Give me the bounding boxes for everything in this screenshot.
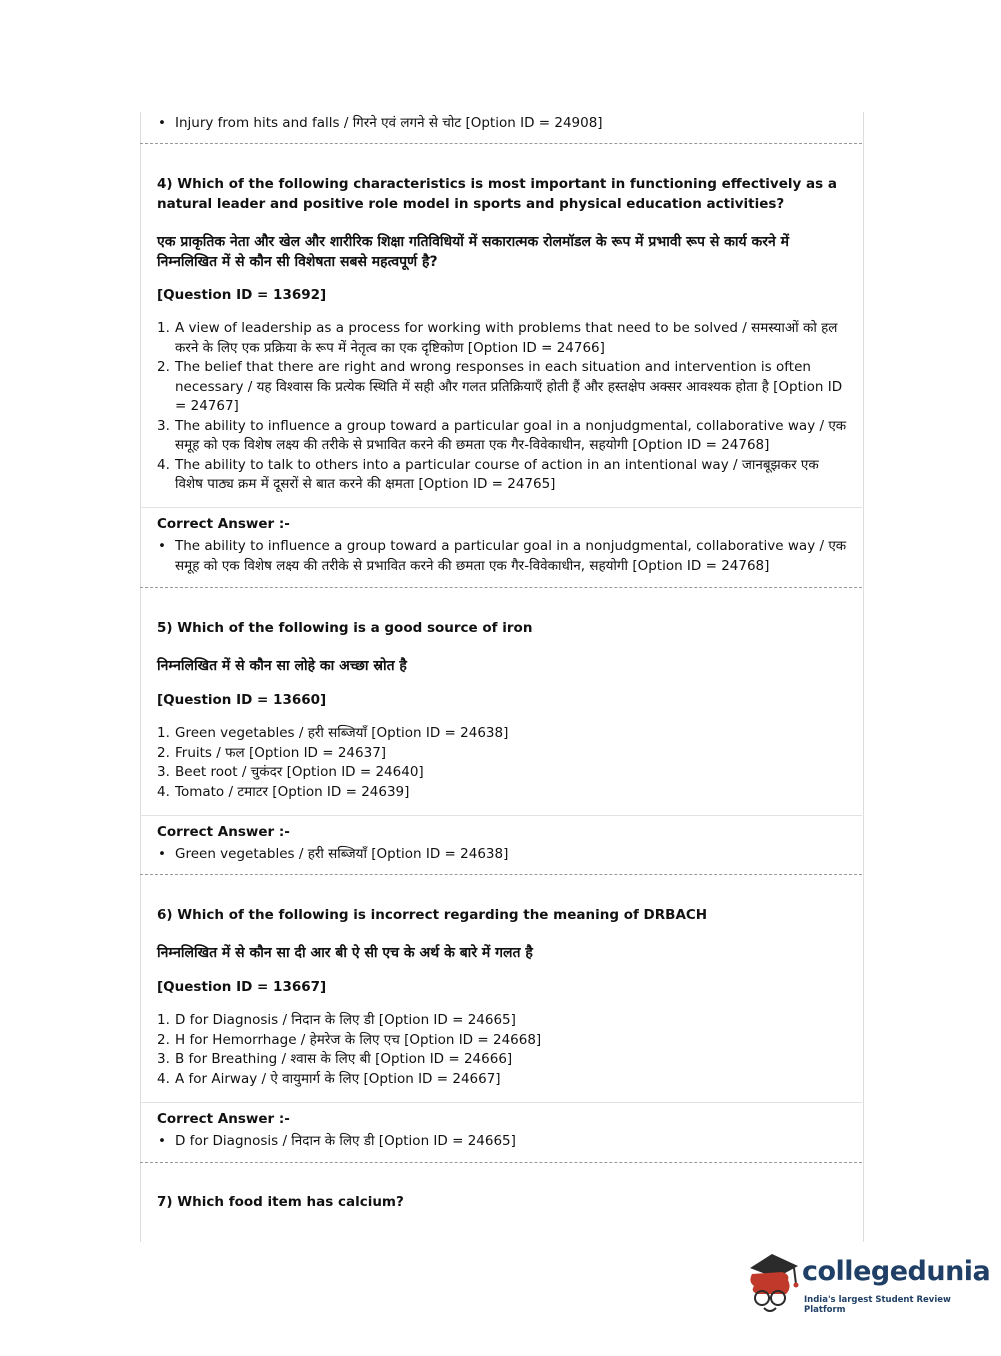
option-item: 1. Green vegetables / हरी सब्जियाँ [Option ID = 24638]	[157, 725, 509, 741]
correct-answer-label: Correct Answer :-	[157, 824, 290, 840]
option-item: 3. Beet root / चुकंदर [Option ID = 24640]	[157, 764, 424, 780]
separator	[140, 143, 862, 144]
answer-item: • Injury from hits and falls / गिरने एवं लगने से चोट [Option ID = 24908]	[157, 114, 847, 134]
question-title: 6) Which of the following is incorrect regarding the meaning of DRBACH	[157, 907, 708, 923]
option-item: 2. H for Hemorrhage / हेमरेज के लिए एच [Option ID = 24668]	[157, 1031, 542, 1048]
option-item: 4. A for Airway / ऐ वायुमार्ग के लिए [Option ID = 24667]	[157, 1070, 501, 1087]
options-list	[157, 1011, 847, 1089]
collegedunia-logo	[742, 1250, 991, 1318]
correct-answer	[157, 537, 847, 576]
correct-answer-label: Correct Answer :-	[157, 1111, 290, 1127]
question-title: 4) Which of the following characteristics is most important in functioning effectively as a natural leader and positive role model in sports and physical education activities?	[157, 176, 837, 212]
logo-tagline: India's largest Student Review Platform	[804, 1295, 951, 1315]
option-item: 2. Fruits / फल [Option ID = 24637]	[157, 744, 387, 761]
answer-item: • D for Diagnosis / निदान के लिए डी [Option ID = 24665]	[157, 1132, 847, 1152]
question-id: [Question ID = 13692]	[157, 287, 327, 303]
answer-item: • Green vegetables / हरी सब्जियाँ [Option ID = 24638]	[157, 845, 847, 865]
question-title: 7) Which food item has calcium?	[157, 1194, 404, 1210]
separator	[140, 587, 862, 588]
option-item: 3. The ability to influence a group toward a particular goal in a nonjudgmental, collaborative way / एक समूह को एक विशेष लक्ष्य की तरीके से प्रभावित करने की छमता एक गैर-विवेकाधीन, सहयोगी [Option ID = 24768]	[157, 417, 847, 453]
logo-brand: collegedunia	[802, 1256, 991, 1287]
correct-answer-label: Correct Answer :-	[157, 516, 290, 532]
question-hindi: निम्नलिखित में से कौन सा लोहे का अच्छा स्रोत है	[157, 658, 407, 674]
question-hindi: निम्नलिखित में से कौन सा दी आर बी ऐ सी एच के अर्थ के बारे में गलत है	[157, 945, 533, 961]
previous-correct-answer	[157, 114, 847, 134]
option-item: 1. D for Diagnosis / निदान के लिए डी [Option ID = 24665]	[157, 1012, 516, 1028]
option-item: 4. The ability to talk to others into a particular course of action in an intentional way / जानबूझकर एक विशेष पाठ्य क्रम में दूसरों से बात करने की क्षमता [Option ID = 24765]	[157, 456, 819, 492]
question-hindi: एक प्राकृतिक नेता और खेल और शारीरिक शिक्षा गतिविधियों में सकारात्मक रोलमॉडल के रूप में प्रभावी रूप से कार्य करने में निम्नलिखित में से कौन सी विशेषता सबसे महत्वपूर्ण है?	[157, 234, 790, 270]
option-item: 2. The belief that there are right and wrong responses in each situation and intervention is often necessary / यह विश्वास कि प्रत्येक स्थिति में सही और गलत प्रतिक्रियाएँ होती हैं और हस्तक्षेप अक्सर आवश्यक होता है [Option ID = 24767]	[157, 359, 843, 414]
question-id: [Question ID = 13667]	[157, 979, 327, 995]
separator	[140, 874, 862, 875]
options-list	[157, 319, 847, 495]
question-title: 5) Which of the following is a good source of iron	[157, 620, 533, 636]
option-item: 1. A view of leadership as a process for working with problems that need to be solved / समस्याओं को हल करने के लिए एक प्रक्रिया के रूप में नेतृत्व का एक दृष्टिकोण [Option ID = 24766]	[157, 320, 838, 356]
answer-item: • The ability to influence a group toward a particular goal in a nonjudgmental, collaborative way / एक समूह को एक विशेष लक्ष्य की तरीके से प्रभावित करने की छमता एक गैर-विवेकाधीन, सहयोगी [Option ID = 24768]	[157, 537, 847, 576]
separator	[140, 1162, 862, 1163]
options-list	[157, 724, 847, 802]
correct-answer	[157, 1132, 847, 1152]
divider	[140, 815, 862, 816]
correct-answer	[157, 845, 847, 865]
option-item: 3. B for Breathing / श्वास के लिए बी [Option ID = 24666]	[157, 1051, 513, 1067]
question-id: [Question ID = 13660]	[157, 692, 327, 708]
mascot-icon	[742, 1250, 804, 1318]
divider	[140, 1102, 862, 1103]
divider	[140, 507, 862, 508]
option-item: 4. Tomato / टमाटर [Option ID = 24639]	[157, 783, 410, 800]
